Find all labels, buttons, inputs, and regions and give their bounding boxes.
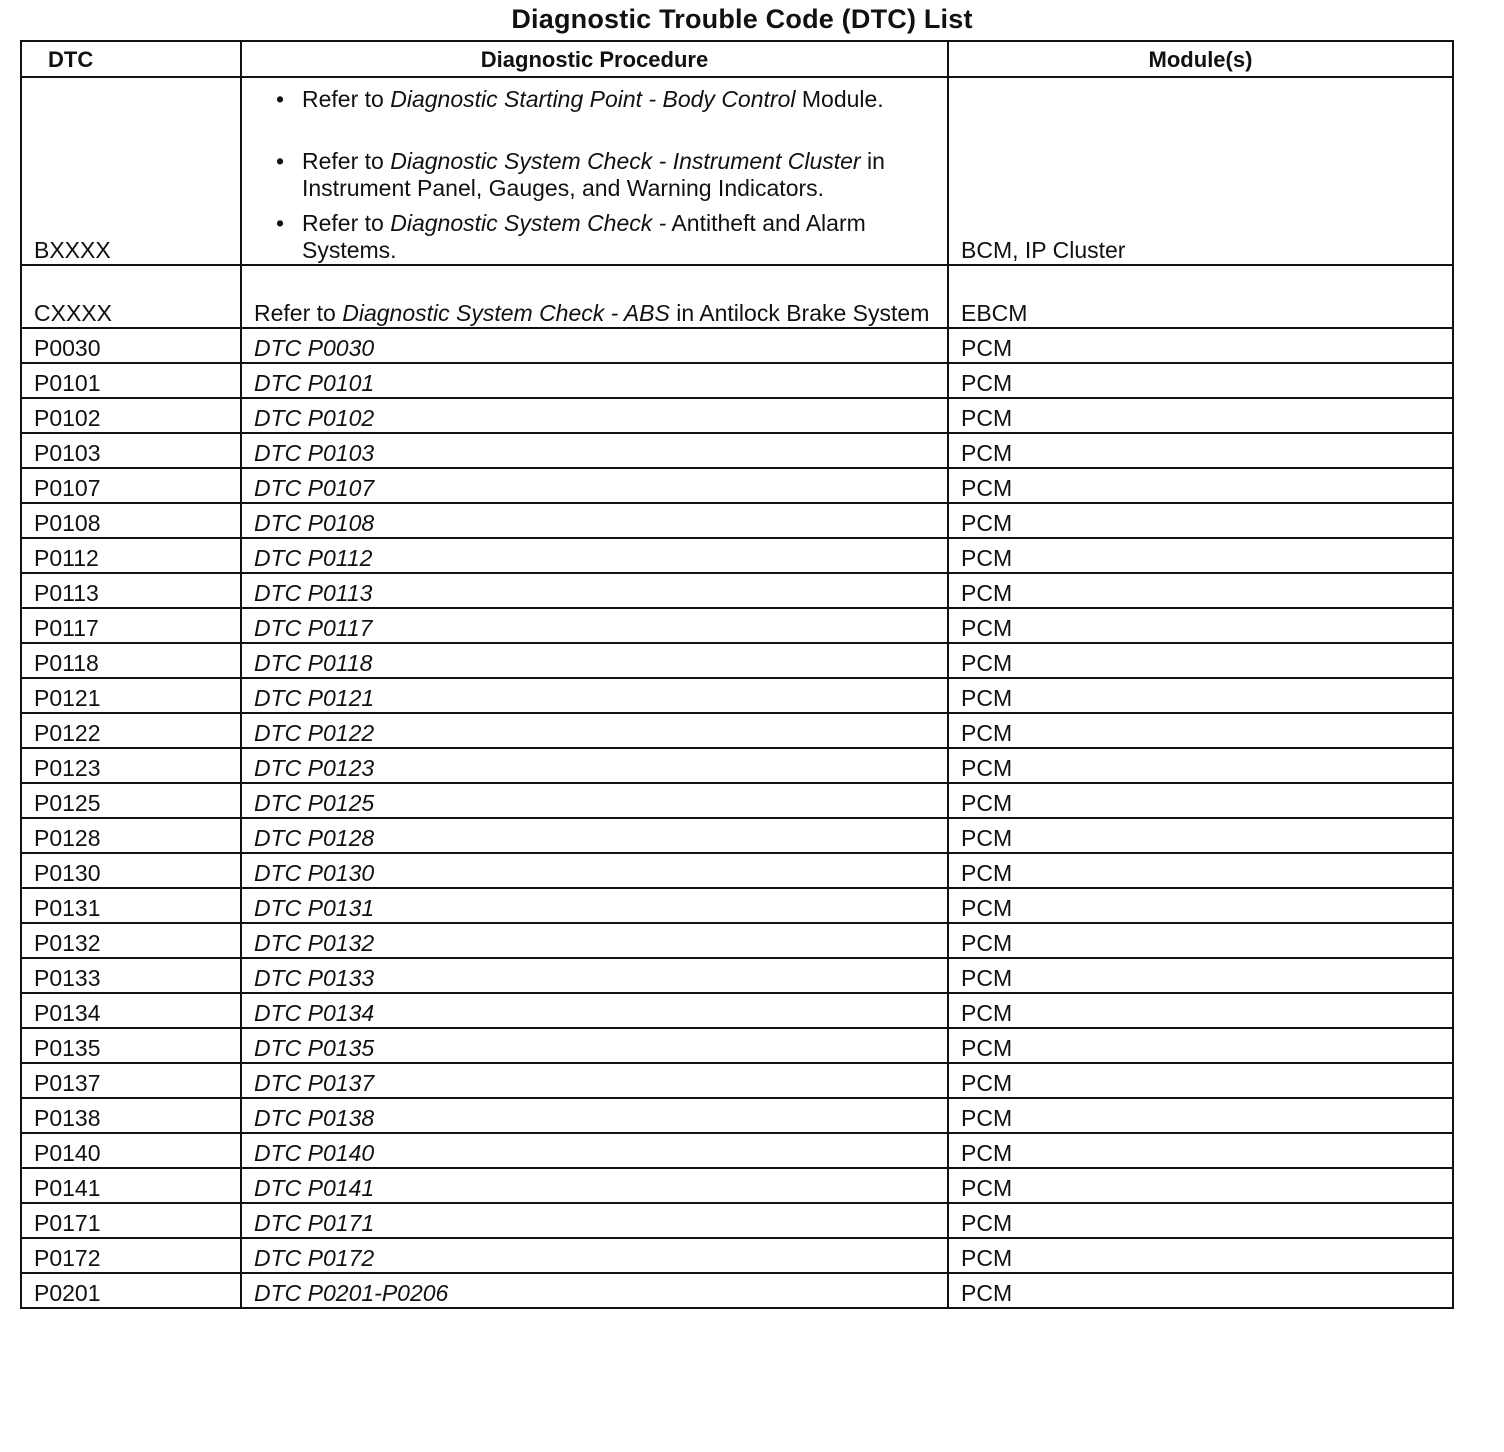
module-cell: PCM: [948, 853, 1453, 888]
table-row: [21, 1273, 1453, 1308]
procedure-cell: DTC P0121: [241, 678, 948, 713]
procedure-cell: DTC P0113: [241, 573, 948, 608]
table-row: [21, 888, 1453, 923]
module-cell: PCM: [948, 1238, 1453, 1273]
table-row: [21, 1133, 1453, 1168]
procedure-link-text: Diagnostic System Check - Instrument Cluster: [390, 148, 861, 174]
dtc-code-cell: P0131: [21, 888, 241, 923]
table-row: [21, 748, 1453, 783]
dtc-code-cell: P0102: [21, 398, 241, 433]
dtc-code-cell: P0123: [21, 748, 241, 783]
table-row: [21, 1098, 1453, 1133]
table-row: [21, 853, 1453, 888]
procedure-cell: DTC P0030: [241, 328, 948, 363]
column-header-dtc: DTC: [21, 41, 241, 77]
table-row: [21, 398, 1453, 433]
module-cell: PCM: [948, 993, 1453, 1028]
procedure-cell: DTC P0135: [241, 1028, 948, 1063]
module-cell: PCM: [948, 1063, 1453, 1098]
table-row-cxxxx: [21, 265, 1453, 328]
procedure-cell: DTC P0137: [241, 1063, 948, 1098]
module-cell: PCM: [948, 713, 1453, 748]
procedure-cell: DTC P0132: [241, 923, 948, 958]
module-cell: PCM: [948, 1098, 1453, 1133]
module-cell: PCM: [948, 748, 1453, 783]
dtc-code-cell: P0117: [21, 608, 241, 643]
dtc-code-cell: P0101: [21, 363, 241, 398]
dtc-code-cell: P0121: [21, 678, 241, 713]
table-row: [21, 958, 1453, 993]
table-row: [21, 818, 1453, 853]
module-cell: PCM: [948, 468, 1453, 503]
bullet-text: Refer to: [302, 86, 391, 112]
module-cell: PCM: [948, 573, 1453, 608]
dtc-code-cell: P0133: [21, 958, 241, 993]
module-cell: PCM: [948, 503, 1453, 538]
procedure-cell: DTC P0101: [241, 363, 948, 398]
module-cell: PCM: [948, 398, 1453, 433]
procedure-cell: DTC P0107: [241, 468, 948, 503]
dtc-code-cell: P0171: [21, 1203, 241, 1238]
table-row: [21, 783, 1453, 818]
table-row: [21, 573, 1453, 608]
dtc-code-cell: P0135: [21, 1028, 241, 1063]
table-row: [21, 1203, 1453, 1238]
module-cell: PCM: [948, 923, 1453, 958]
dtc-code-cell: P0130: [21, 853, 241, 888]
module-cell: EBCM: [948, 265, 1453, 328]
procedure-bullet-list: [254, 86, 935, 264]
table-row: [21, 538, 1453, 573]
table-row: [21, 993, 1453, 1028]
procedure-cell: DTC P0112: [241, 538, 948, 573]
bullet-text: Refer to: [302, 148, 391, 174]
procedure-cell: DTC P0131: [241, 888, 948, 923]
table-row: [21, 678, 1453, 713]
module-cell: PCM: [948, 783, 1453, 818]
module-cell: PCM: [948, 678, 1453, 713]
module-cell: PCM: [948, 818, 1453, 853]
table-header-row: [21, 41, 1453, 77]
procedure-link-text: Diagnostic System Check - ABS: [342, 300, 670, 326]
dtc-code-cell: P0140: [21, 1133, 241, 1168]
procedure-cell: DTC P0118: [241, 643, 948, 678]
module-cell: PCM: [948, 888, 1453, 923]
table-row: [21, 468, 1453, 503]
bullet-text: Antitheft and Alarm Systems.: [302, 210, 866, 263]
table-row: [21, 608, 1453, 643]
dtc-code-cell: P0103: [21, 433, 241, 468]
procedure-cell: DTC P0108: [241, 503, 948, 538]
module-cell: PCM: [948, 1273, 1453, 1308]
table-row: [21, 363, 1453, 398]
table-row: [21, 923, 1453, 958]
procedure-cell: [241, 77, 948, 265]
dtc-code-cell: P0107: [21, 468, 241, 503]
dtc-code-cell: CXXXX: [21, 265, 241, 328]
module-cell: PCM: [948, 363, 1453, 398]
module-cell: PCM: [948, 1028, 1453, 1063]
procedure-cell: [241, 265, 948, 328]
table-row: [21, 643, 1453, 678]
procedure-bullet: [276, 86, 935, 113]
procedure-cell: DTC P0125: [241, 783, 948, 818]
dtc-code-cell: P0141: [21, 1168, 241, 1203]
dtc-code-cell: P0108: [21, 503, 241, 538]
procedure-cell: DTC P0201-P0206: [241, 1273, 948, 1308]
table-row: [21, 713, 1453, 748]
dtc-code-cell: P0137: [21, 1063, 241, 1098]
procedure-cell: DTC P0122: [241, 713, 948, 748]
module-cell: PCM: [948, 1203, 1453, 1238]
module-cell: PCM: [948, 328, 1453, 363]
dtc-code-cell: P0118: [21, 643, 241, 678]
dtc-table: [20, 40, 1454, 1309]
table-row: [21, 433, 1453, 468]
procedure-cell: DTC P0130: [241, 853, 948, 888]
dtc-code-cell: P0113: [21, 573, 241, 608]
procedure-link-text: Diagnostic System Check -: [390, 210, 667, 236]
table-row: [21, 1063, 1453, 1098]
module-cell: PCM: [948, 538, 1453, 573]
table-row-bxxxx: [21, 77, 1453, 265]
procedure-bullet: [276, 148, 935, 202]
bullet-text: in Instrument Panel, Gauges, and Warning Indicators.: [302, 148, 885, 201]
page-title: Diagnostic Trouble Code (DTC) List: [511, 4, 973, 34]
procedure-cell: DTC P0117: [241, 608, 948, 643]
table-row: [21, 1028, 1453, 1063]
procedure-cell: DTC P0102: [241, 398, 948, 433]
table-row: [21, 503, 1453, 538]
dtc-code-cell: P0128: [21, 818, 241, 853]
dtc-code-cell: P0112: [21, 538, 241, 573]
dtc-code-cell: P0132: [21, 923, 241, 958]
module-cell: PCM: [948, 608, 1453, 643]
dtc-code-cell: P0122: [21, 713, 241, 748]
procedure-cell: DTC P0103: [241, 433, 948, 468]
dtc-code-cell: BXXXX: [21, 77, 241, 265]
dtc-code-cell: P0172: [21, 1238, 241, 1273]
module-cell: PCM: [948, 433, 1453, 468]
column-header-procedure: Diagnostic Procedure: [241, 41, 948, 77]
column-header-modules: Module(s): [948, 41, 1453, 77]
procedure-cell: DTC P0138: [241, 1098, 948, 1133]
procedure-text: in Antilock Brake System: [669, 300, 930, 326]
bullet-text: Refer to: [302, 210, 391, 236]
module-cell: PCM: [948, 958, 1453, 993]
procedure-cell: DTC P0123: [241, 748, 948, 783]
bullet-text: Module.: [795, 86, 884, 112]
dtc-code-cell: P0030: [21, 328, 241, 363]
dtc-code-cell: P0125: [21, 783, 241, 818]
module-cell: PCM: [948, 1133, 1453, 1168]
procedure-cell: DTC P0128: [241, 818, 948, 853]
procedure-cell: DTC P0133: [241, 958, 948, 993]
module-cell: PCM: [948, 643, 1453, 678]
procedure-cell: DTC P0171: [241, 1203, 948, 1238]
procedure-bullet: [276, 210, 935, 264]
module-cell: BCM, IP Cluster: [948, 77, 1453, 265]
dtc-code-cell: P0134: [21, 993, 241, 1028]
procedure-text: Refer to: [254, 300, 343, 326]
procedure-link-text: Diagnostic Starting Point - Body Control: [390, 86, 796, 112]
procedure-cell: DTC P0140: [241, 1133, 948, 1168]
procedure-cell: DTC P0134: [241, 993, 948, 1028]
module-cell: PCM: [948, 1168, 1453, 1203]
dtc-code-cell: P0138: [21, 1098, 241, 1133]
procedure-cell: DTC P0172: [241, 1238, 948, 1273]
table-row: [21, 328, 1453, 363]
dtc-code-cell: P0201: [21, 1273, 241, 1308]
procedure-cell: DTC P0141: [241, 1168, 948, 1203]
table-row: [21, 1168, 1453, 1203]
table-row: [21, 1238, 1453, 1273]
